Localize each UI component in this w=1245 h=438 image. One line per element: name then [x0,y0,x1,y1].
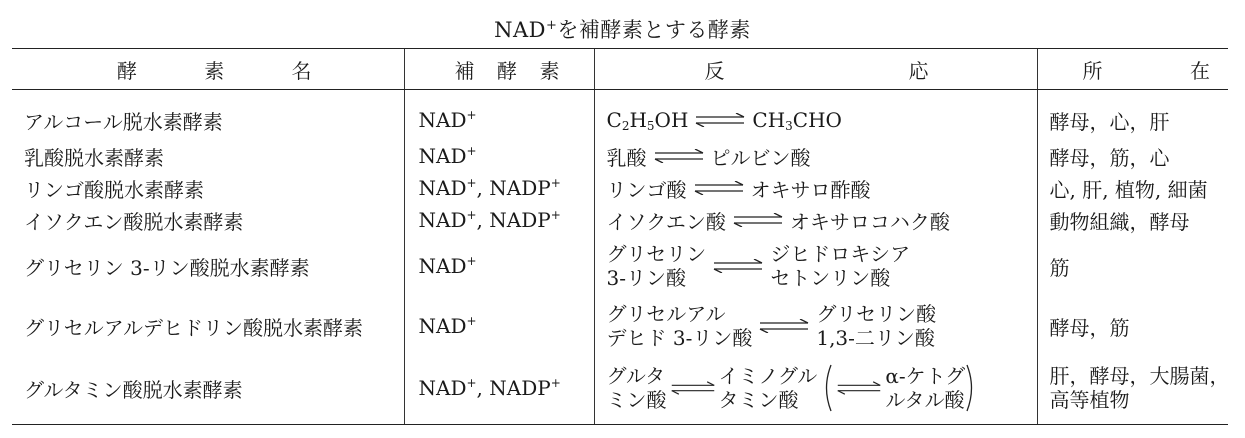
table-caption [0,14,1245,44]
header-coenzyme: 補 酵 素 [404,49,594,90]
table-row [12,204,1228,236]
right-paren-icon [965,364,977,412]
equilibrium-arrow-icon [732,213,784,227]
reaction-cell: $C_2H_5OH$ $CH_3CHO$ [594,90,1037,141]
table-row [12,296,1228,356]
equilibrium-arrow-icon [693,181,745,195]
enzyme-name: アルコール脱水素酵素 [24,109,223,134]
table-row [12,236,1228,296]
coenzyme-cell: NAD+ [404,90,594,141]
left-paren-icon [821,364,833,412]
caption-plus: + [545,18,558,33]
coenzyme-cell: NAD+ [404,236,594,296]
header-location: 所 在 [1037,49,1228,90]
coenzyme-cell: NAD+ [404,140,594,172]
coenzyme-cell: NAD+, NADP+ [404,356,594,425]
caption-rest: を補酵素とする酵素 [557,18,751,42]
enzyme-name: 乳酸脱水素酵素 [24,145,164,170]
reaction-cell: 乳酸 ピルビン酸 [594,140,1037,172]
location-cell: 酵母，筋，心 [1037,140,1228,172]
location-cell: 酵母，筋 [1037,296,1228,356]
coenzyme-cell: NAD+ [404,296,594,356]
equilibrium-arrow-icon [712,259,764,273]
equilibrium-arrow-icon [694,113,746,127]
location-cell: 肝，酵母，大腸菌， 高等植物 [1037,356,1228,425]
equilibrium-arrow-icon [670,381,716,395]
caption-main: NAD [494,18,546,42]
coenzyme-cell: NAD+, NADP+ [404,204,594,236]
enzyme-name: リンゴ酸脱水素酵素 [24,177,204,202]
reaction-cell: イソクエン酸 オキサロコハク酸 [594,204,1037,236]
reaction-cell: リンゴ酸 オキサロ酢酸 [594,172,1037,204]
table-row [12,90,1228,141]
enzyme-name: グルタミン酸脱水素酵素 [12,356,404,425]
table-row [12,140,1228,172]
location-cell: 動物組織，酵母 [1037,204,1228,236]
location-cell: 酵母，心，肝 [1037,90,1228,141]
reaction-cell: グルタ ミン酸 イミノグル タミン酸 α-ケトグ ルタル酸 [594,356,1037,425]
equilibrium-arrow-icon [653,149,705,163]
enzyme-name: イソクエン酸脱水素酵素 [24,209,244,234]
reaction-cell: グリセルアル デヒド 3-リン酸 グリセリン酸 1,3-二リン酸 [594,296,1037,356]
header-reaction: 反 応 [594,49,1037,90]
location-cell: 筋 [1037,236,1228,296]
equilibrium-arrow-icon [836,381,882,395]
reaction-cell: グリセリン 3-リン酸 ジヒドロキシア セトンリン酸 [594,236,1037,296]
enzyme-name: グリセルアルデヒドリン酸脱水素酵素 [24,315,363,340]
table-row [12,172,1228,204]
enzyme-name: グリセリン 3-リン酸脱水素酵素 [24,255,310,280]
header-enzyme: 酵 素 名 [12,49,404,90]
location-cell: 心, 肝, 植物, 細菌 [1037,172,1228,204]
enzyme-table [12,48,1228,425]
header-row [12,49,1228,90]
coenzyme-cell: NAD+, NADP+ [404,172,594,204]
table-row [12,356,1228,425]
equilibrium-arrow-icon [758,319,810,333]
